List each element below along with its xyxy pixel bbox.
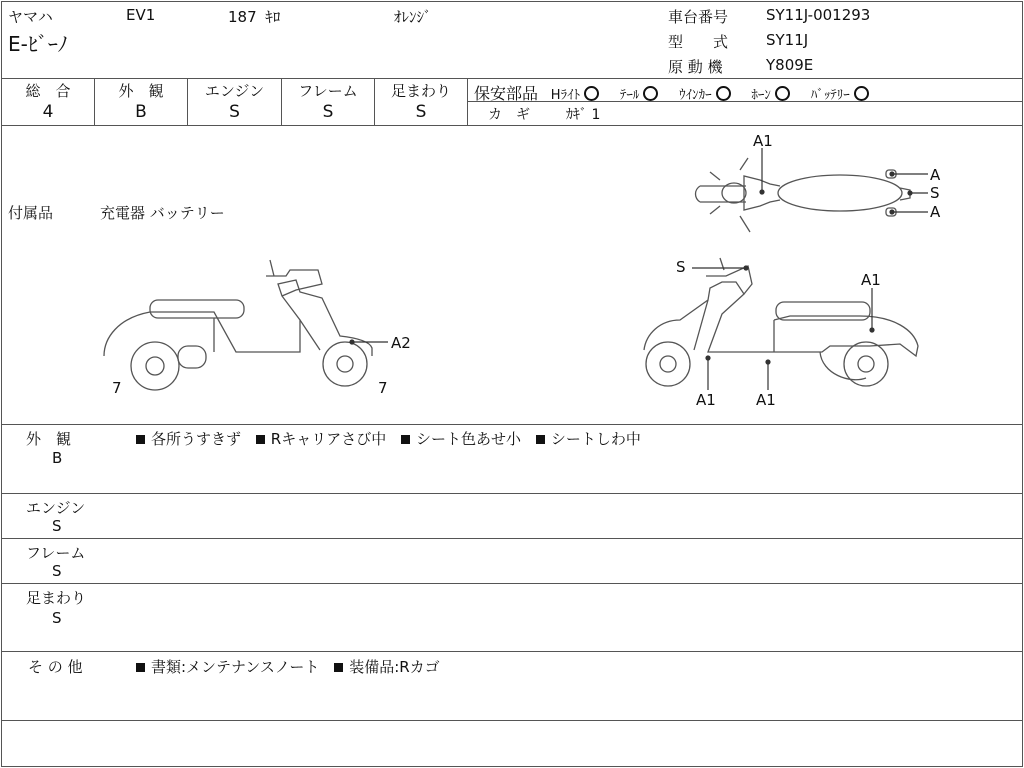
exterior-label: 外 観 <box>118 82 164 100</box>
mark-right-a1-right: A1 <box>756 391 776 409</box>
notes-frame-grade: S <box>52 562 62 580</box>
engine-label: 原 動 機 <box>668 58 723 76</box>
notes-exterior-label: 外 観 <box>26 430 72 448</box>
accessories-value: 充電器 バッテリー <box>100 204 225 222</box>
safety-label: 保安部品 <box>474 84 539 103</box>
mark-top-s: S <box>930 184 940 202</box>
exterior-value: B <box>135 102 147 122</box>
mileage-unit: ｷﾛ <box>265 8 281 26</box>
frame-rating-value: S <box>322 102 334 122</box>
divider <box>1 424 1022 425</box>
overall-value: 4 <box>42 102 54 122</box>
divider <box>467 78 468 125</box>
scooter-top-view-drawing <box>696 158 911 232</box>
safety-parts <box>474 81 869 104</box>
chassis-value: SY11J-001293 <box>766 6 871 24</box>
mark-right-a1-top: A1 <box>861 271 881 289</box>
divider <box>1 538 1022 539</box>
notes-engine-label: エンジン <box>26 499 86 517</box>
bullet-square-icon <box>334 663 343 672</box>
key-value: ｶｷﾞ 1 <box>566 107 601 123</box>
ok-circle-icon <box>775 86 790 101</box>
mark-left-a2: A2 <box>391 334 411 352</box>
safety-item-winker: ｳｲﾝｶｰ <box>679 88 731 103</box>
note-item: 書類:メンテナンスノート <box>151 658 320 676</box>
scooter-left-side-drawing <box>104 260 372 390</box>
bullet-square-icon <box>401 435 410 444</box>
mileage-value: 187 <box>228 8 257 26</box>
mark-right-a1-left: A1 <box>696 391 716 409</box>
suspension-rating-value: S <box>415 102 427 122</box>
notes-suspension-label: 足まわり <box>26 589 87 607</box>
color: ｵﾚﾝｼﾞ <box>394 8 432 26</box>
mark-right-s: S <box>676 258 686 276</box>
notes-engine-grade: S <box>52 517 62 535</box>
engine-rating-value: S <box>229 102 240 122</box>
ok-circle-icon <box>643 86 658 101</box>
chassis-label: 車台番号 <box>668 8 729 26</box>
model-code: EV1 <box>126 6 156 24</box>
safety-item-horn: ﾎｰﾝ <box>751 88 790 103</box>
frame-rating-label: フレーム <box>298 82 358 100</box>
bullet-square-icon <box>256 435 265 444</box>
ok-circle-icon <box>716 86 731 101</box>
divider <box>1 493 1022 494</box>
ok-circle-icon <box>584 86 599 101</box>
overall-label: 総 合 <box>25 82 71 100</box>
maker: ヤマハ <box>8 8 53 26</box>
mark-top-a1: A1 <box>753 132 773 150</box>
bullet-square-icon <box>136 663 145 672</box>
engine-rating-label: エンジン <box>204 82 265 100</box>
mark-left-7a: 7 <box>112 379 122 397</box>
mileage <box>228 6 280 27</box>
mark-top-a-1: A <box>930 166 941 184</box>
safety-item-tail: ﾃｰﾙ <box>620 88 659 103</box>
notes-exterior-items <box>136 428 641 449</box>
notes-frame-label: フレーム <box>26 544 86 562</box>
note-item: シートしわ中 <box>550 430 641 448</box>
note-item: Rキャリアさび中 <box>270 430 387 448</box>
notes-other-label: そ の 他 <box>28 658 83 676</box>
type-value: SY11J <box>766 31 809 49</box>
divider <box>1 651 1022 652</box>
divider <box>1 78 1022 79</box>
safety-item-battery: ﾊﾞｯﾃﾘｰ <box>811 88 869 103</box>
note-item: 各所うすきず <box>151 430 242 448</box>
scooter-diagram <box>0 125 1024 425</box>
bullet-square-icon <box>536 435 545 444</box>
accessories-label: 付属品 <box>8 204 54 222</box>
key-label: カ ギ <box>488 107 530 123</box>
notes-suspension-grade: S <box>52 609 62 627</box>
suspension-rating-label: 足まわり <box>390 82 451 100</box>
notes-other-items <box>136 656 440 677</box>
model-name: E-ﾋﾞｰﾉ <box>8 32 68 56</box>
ok-circle-icon <box>854 86 869 101</box>
divider <box>1 720 1022 721</box>
note-item: 装備品:Rカゴ <box>349 658 440 676</box>
engine-value: Y809E <box>766 56 814 74</box>
divider <box>1 583 1022 584</box>
notes-exterior-grade: B <box>52 449 63 467</box>
mark-left-7b: 7 <box>378 379 388 397</box>
note-item: シート色あせ小 <box>416 430 522 448</box>
bullet-square-icon <box>136 435 145 444</box>
type-label: 型 式 <box>668 33 729 51</box>
mark-top-a-2: A <box>930 203 941 221</box>
safety-item-headlight: Hﾗｲﾄ <box>551 88 599 103</box>
